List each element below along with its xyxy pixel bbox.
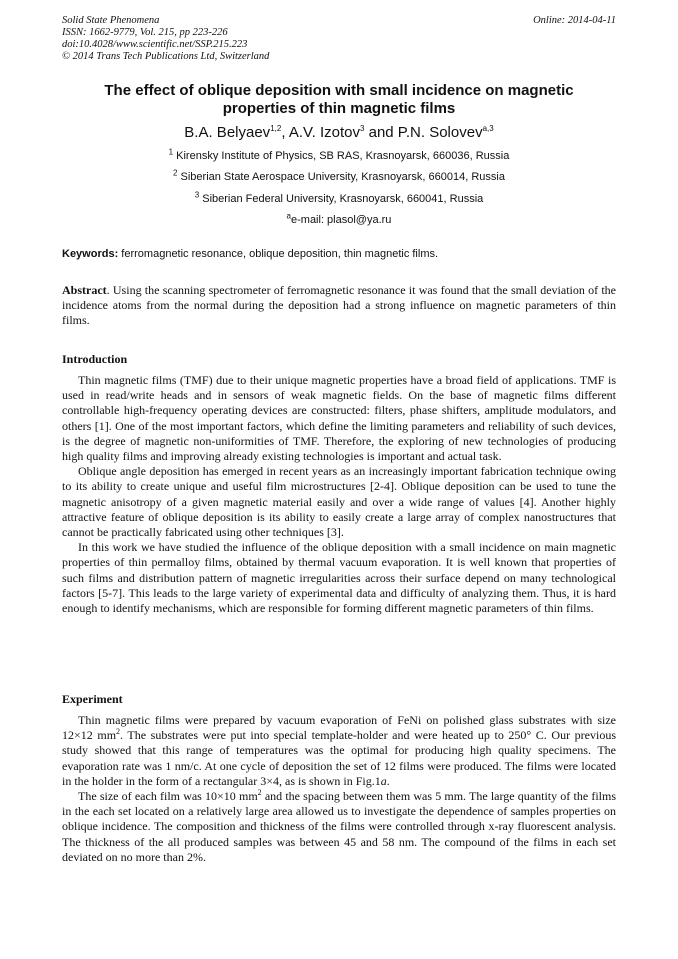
title-line-2: properties of thin magnetic films [222, 100, 456, 117]
copyright-line: © 2014 Trans Tech Publications Ltd, Switzerland [62, 51, 270, 62]
author-1-sup: 1,2 [270, 124, 282, 133]
introduction-heading: Introduction [62, 352, 128, 366]
experiment-section [62, 713, 616, 865]
author-list [62, 124, 616, 142]
email-text[interactable]: e-mail: plasol@ya.ru [291, 214, 392, 226]
author-1: B.A. Belyaev [184, 124, 271, 141]
keywords-text: ferromagnetic resonance, oblique deposition, thin magnetic films. [118, 248, 439, 260]
email-line [62, 211, 616, 227]
author-3-sup: a,3 [482, 124, 494, 133]
author-2: , A.V. Izotov [281, 124, 360, 141]
paper-title [62, 82, 616, 118]
keywords-label: Keywords: [62, 248, 119, 260]
affiliation-3-sup: 3 [194, 190, 200, 200]
exp-p1-part-a: Thin magnetic films were prepared by vacuum evaporation of FeNi on polished glass substrates with size 12×12 mm [62, 713, 616, 743]
author-3: and P.N. Solovev [364, 124, 483, 141]
fig-ref: a [380, 773, 387, 788]
journal-name: Solid State Phenomena [62, 15, 160, 26]
abstract-text: . Using the scanning spectrometer of ferromagnetic resonance it was found that the small deviation of the incidence atoms from the normal during the deposition had a strong influence on magnetic parameters of thin films. [62, 283, 616, 328]
affiliation-3-text: Siberian Federal University, Krasnoyarsk, 660041, Russia [199, 193, 484, 205]
author-2-sup: 3 [359, 124, 365, 133]
experiment-paragraph-2 [62, 789, 616, 865]
exp-p1-part-b: . The substrates were put into special template-holder and were heated up to 250° C. Our previous study showed that this range of temperatures was the optimal for producing high quality specimens. The evaporation rate was 1 nm/c. At one cycle of deposition the set of 12 films were produced. The films were located in the holder in the form of a rectangular 3×4, as is shown in Fig.1 [62, 728, 616, 788]
introduction-section [62, 373, 616, 616]
affiliation-2 [62, 168, 616, 184]
intro-paragraph-2: Oblique angle deposition has emerged in recent years as an increasingly important fabrication technique owing to its ability to create unique and useful film microstructures [2-4]. Oblique deposition can be used to tune the magnetic anisotropy of a given magnetic material easily and over a wide range of values [4]. Another highly attractive feature of oblique deposition is its ability to easily create a large array of complex nanostructures that cannot be practically fabricated using other techniques [3]. [62, 464, 616, 540]
email-sup: a [286, 211, 291, 221]
exp-p2-part-b: and the spacing between them was 5 mm. The large quantity of the films in the each set located on a relatively large area allowed us to investigate the dependence of samples properties on oblique incidence. The composition and thickness of the films were controlled through x-ray fluorescent analysis. The thickness of the all produced samples was between 45 and 58 nm. The compound of the films in each set deviated on no more than 2%. [62, 789, 616, 864]
intro-paragraph-3: In this work we have studied the influence of the oblique deposition with a small incidence on main magnetic properties of thin permalloy films, obtained by thermal vacuum evaporation. It is well known that properties of such films and distribution pattern of magnetic irregularities across their surface depend on many technological factors [5-7]. This leads to the large variety of experimental data and difficulty of analyzing them. Thus, it is hard enough to identify mechanisms, which are responsible for forming different magnetic parameters of thin films. [62, 540, 616, 616]
title-line-1: The effect of oblique deposition with small incidence on magnetic [104, 82, 574, 99]
experiment-heading: Experiment [62, 692, 123, 706]
doi-line: doi:10.4028/www.scientific.net/SSP.215.223 [62, 39, 248, 50]
exp-p1-sup: 2 [116, 727, 121, 737]
keywords [62, 247, 616, 261]
abstract-label: Abstract [62, 283, 107, 297]
abstract [62, 283, 616, 329]
affiliation-2-text: Siberian State Aerospace University, Krasnoyarsk, 660014, Russia [177, 171, 505, 183]
online-date: Online: 2014-04-11 [533, 15, 616, 26]
journal-header [62, 15, 269, 63]
affiliation-3 [62, 190, 616, 206]
affiliation-1-text: Kirensky Institute of Physics, SB RAS, Krasnoyarsk, 660036, Russia [173, 150, 510, 162]
affiliation-2-sup: 2 [173, 168, 178, 178]
intro-paragraph-1: Thin magnetic films (TMF) due to their unique magnetic properties have a broad field of applications. TMF is used in read/write heads and in sensors of weak magnetic fields. On the base of magnetic films different controllable high-frequency operating devices are constructed: filters, phase shifters, amplitude modulators, and others [1]. One of the most important factors, which define the limiting parameters and reliability of such devices, is the degree of magnetic non-uniformities of TMF. Therefore, the exploring of new technologies of producing high quality films and improving already existing technologies is important and actual task. [62, 373, 616, 464]
experiment-paragraph-1 [62, 713, 616, 789]
affiliation-1 [62, 147, 616, 163]
affiliation-1-sup: 1 [168, 147, 174, 157]
exp-p2-part-a: The size of each film was 10×10 mm [78, 789, 258, 804]
exp-p1-part-c: . [386, 773, 390, 788]
issn-line: ISSN: 1662-9779, Vol. 215, pp 223-226 [62, 27, 228, 38]
exp-p2-sup: 2 [257, 788, 262, 798]
